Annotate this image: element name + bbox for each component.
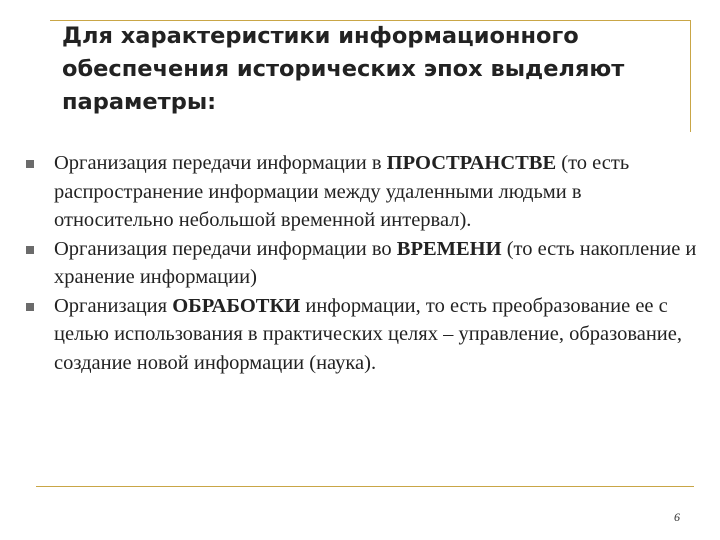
frame-right-line — [690, 20, 691, 132]
page-number: 6 — [674, 510, 680, 524]
square-bullet-icon — [26, 303, 34, 311]
bullet-text-after: (то есть накопление и хранение информации) — [54, 237, 697, 288]
bullet-item-processing — [22, 292, 706, 378]
bullet-text-before: Организация — [54, 294, 173, 317]
bullet-text-before: Организация передачи информации в — [54, 152, 387, 174]
slide-title: Для характеристики информационного обеспечения исторических эпох выделяют параметры: — [62, 23, 625, 115]
bullet-item-space — [22, 149, 706, 235]
bullet-keyword: ОБРАБОТКИ — [172, 294, 301, 317]
bullet-list — [22, 149, 706, 377]
bullet-text-after: (то есть распространение информации между удаленными людьми в относительно небольшой временной интервал). — [54, 152, 630, 231]
bullet-item-time — [22, 235, 706, 292]
bullet-keyword: ПРОСТРАНСТВЕ — [386, 152, 557, 174]
square-bullet-icon — [26, 160, 34, 168]
bullet-text-before: Организация передачи информации во — [54, 237, 397, 260]
square-bullet-icon — [26, 246, 34, 254]
bullet-keyword: ВРЕМЕНИ — [396, 237, 502, 260]
bullet-text-after: информации, то есть преобразование ее с целью использования в практических целях – управление, образование, создание новой информации (наука). — [54, 294, 682, 374]
frame-bottom-line — [36, 486, 694, 487]
